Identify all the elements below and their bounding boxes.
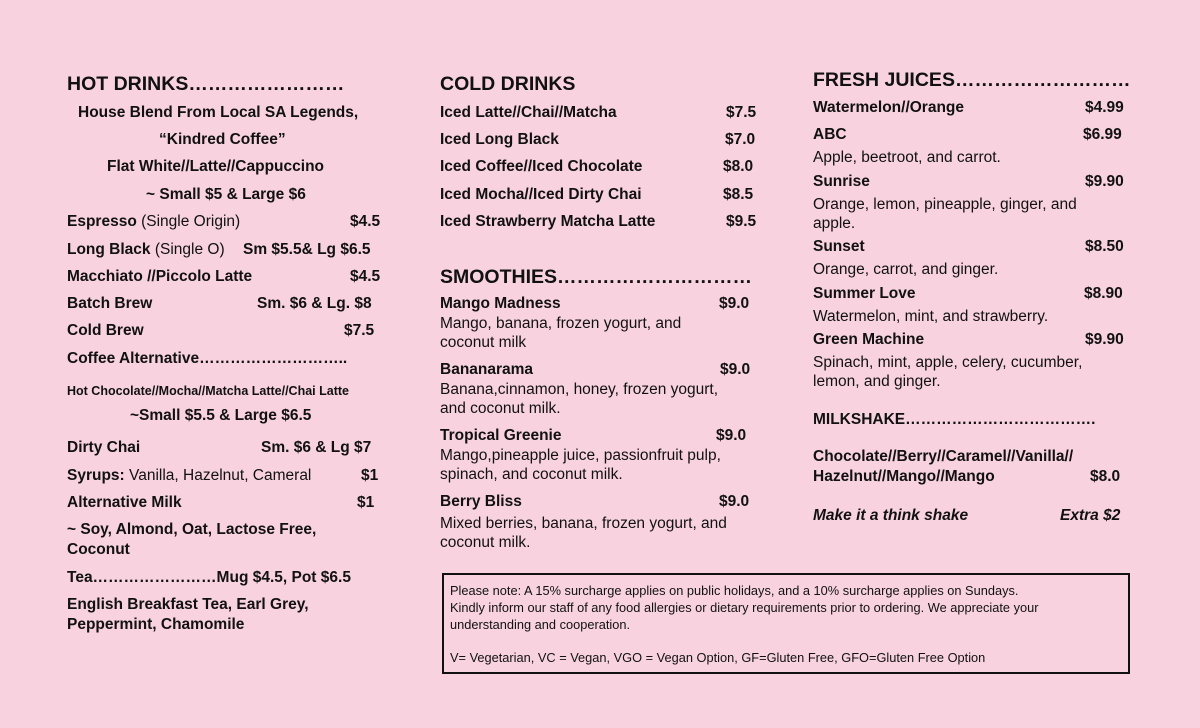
menu-item-price: $8.5	[723, 186, 754, 203]
menu-item-name: Bananarama	[440, 361, 534, 378]
menu-item-description: Mango, banana, frozen yogurt, and	[440, 315, 682, 332]
milkshake-flavours-line2: Hazelnut//Mango//Mango	[813, 468, 995, 485]
menu-item-name: Sunset	[813, 238, 865, 255]
menu-item-description: lemon, and ginger.	[813, 373, 941, 390]
house-blend-line2: “Kindred Coffee”	[159, 131, 286, 148]
notice-thanks-line: understanding and cooperation.	[450, 617, 631, 632]
menu-item-description: and coconut milk.	[440, 400, 561, 417]
milk-options-line2: Coconut	[67, 541, 130, 558]
menu-item-description: Apple, beetroot, and carrot.	[813, 149, 1001, 166]
milk-options-line1: ~ Soy, Almond, Oat, Lactose Free,	[67, 521, 317, 538]
menu-item-price: $9.0	[720, 361, 751, 378]
menu-item-name: Summer Love	[813, 285, 916, 302]
menu-item-description: Watermelon, mint, and strawberry.	[813, 308, 1049, 325]
menu-item-name: Tropical Greenie	[440, 427, 562, 444]
menu-item-price: $4.5	[350, 268, 381, 285]
thick-shake-label: Make it a think shake	[813, 507, 969, 524]
menu-item-price: $8.50	[1085, 238, 1124, 255]
dirty-chai-name: Dirty Chai	[67, 439, 141, 456]
menu-item-description: coconut milk	[440, 334, 527, 351]
menu-item-name: Iced Strawberry Matcha Latte	[440, 213, 656, 230]
menu-item-price: $7.5	[726, 104, 757, 121]
cold-drinks-heading: COLD DRINKS	[440, 73, 576, 95]
menu-item-name: Macchiato //Piccolo Latte	[67, 268, 253, 285]
menu-item-price: $8.90	[1084, 285, 1123, 302]
fresh-juices-heading: FRESH JUICES………………………	[813, 69, 1131, 91]
alt-milk-price: $1	[357, 494, 375, 511]
coffee-alternative-heading: Coffee Alternative………………………..	[67, 350, 348, 367]
menu-item-description: Banana,cinnamon, honey, frozen yogurt,	[440, 381, 719, 398]
house-blend-line1: House Blend From Local SA Legends,	[78, 104, 359, 121]
milkshake-flavours-line1: Chocolate//Berry//Caramel//Vanilla//	[813, 448, 1074, 465]
menu-item-name: Espresso (Single Origin)	[67, 213, 241, 230]
dirty-chai-price: Sm. $6 & Lg $7	[261, 439, 372, 456]
menu-item-name: Green Machine	[813, 331, 925, 348]
notice-surcharge-line: Please note: A 15% surcharge applies on public holidays, and a 10% surcharge applies on Sundays.	[450, 583, 1019, 598]
menu-item-description: Mixed berries, banana, frozen yogurt, and	[440, 515, 727, 532]
thick-shake-price: Extra $2	[1060, 507, 1121, 524]
menu-item-description: Orange, carrot, and ginger.	[813, 261, 999, 278]
alt-milk-name: Alternative Milk	[67, 494, 182, 511]
menu-item-price: $4.5	[350, 213, 381, 230]
notice-allergy-line: Kindly inform our staff of any food allergies or dietary requirements prior to ordering. We appreciate your	[450, 600, 1039, 615]
menu-item-description: Mango,pineapple juice, passionfruit pulp,	[440, 447, 721, 464]
menu-item-name: Batch Brew	[67, 295, 153, 312]
menu-item-price: $9.5	[726, 213, 757, 230]
menu-item-name: Cold Brew	[67, 322, 144, 339]
milkshake-heading: MILKSHAKE……………………………….	[813, 411, 1096, 428]
menu-item-description: Spinach, mint, apple, celery, cucumber,	[813, 354, 1083, 371]
coffee-types: Flat White//Latte//Cappuccino	[107, 158, 325, 175]
menu-item-price: $4.99	[1085, 99, 1124, 116]
menu-item-price: $9.90	[1085, 331, 1124, 348]
smoothies-heading: SMOOTHIES…………………………	[440, 266, 753, 288]
menu-item-name: Watermelon//Orange	[813, 99, 965, 116]
coffee-alternative-sizes: ~Small $5.5 & Large $6.5	[130, 407, 312, 424]
menu-item-name: Berry Bliss	[440, 493, 522, 510]
menu-item-name: Iced Long Black	[440, 131, 559, 148]
menu-item-price: $6.99	[1083, 126, 1122, 143]
tea-varieties-line2: Peppermint, Chamomile	[67, 616, 245, 633]
menu-item-price: $9.0	[716, 427, 747, 444]
milkshake-price: $8.0	[1090, 468, 1121, 485]
menu-item-name: Iced Coffee//Iced Chocolate	[440, 158, 643, 175]
menu-item-price: $7.5	[344, 322, 375, 339]
menu-item-name: ABC	[813, 126, 847, 143]
menu-item-description: Orange, lemon, pineapple, ginger, and	[813, 196, 1077, 213]
tea-line: Tea……………………Mug $4.5, Pot $6.5	[67, 569, 351, 586]
menu-item-price: $9.0	[719, 493, 750, 510]
dietary-legend: V= Vegetarian, VC = Vegan, VGO = Vegan Option, GF=Gluten Free, GFO=Gluten Free Option	[450, 650, 986, 665]
menu-item-name: Mango Madness	[440, 295, 561, 312]
menu-item-name: Sunrise	[813, 173, 870, 190]
hot-drinks-heading: HOT DRINKS……………………	[67, 73, 345, 95]
menu-item-description: apple.	[813, 215, 856, 232]
syrups-name: Syrups: Vanilla, Hazelnut, Cameral	[67, 467, 312, 484]
coffee-sizes: ~ Small $5 & Large $6	[146, 186, 306, 203]
menu-item-price: Sm $5.5& Lg $6.5	[243, 241, 371, 258]
menu-item-name: Iced Mocha//Iced Dirty Chai	[440, 186, 642, 203]
menu-item-name: Long Black (Single O)	[67, 241, 225, 258]
menu-item-name: Iced Latte//Chai//Matcha	[440, 104, 617, 121]
syrups-price: $1	[361, 467, 379, 484]
menu-item-price: Sm. $6 & Lg. $8	[257, 295, 372, 312]
menu-item-price: $7.0	[725, 131, 756, 148]
menu-item-description: spinach, and coconut milk.	[440, 466, 623, 483]
menu-item-price: $9.0	[719, 295, 750, 312]
menu-item-price: $8.0	[723, 158, 754, 175]
menu-item-price: $9.90	[1085, 173, 1124, 190]
tea-varieties-line1: English Breakfast Tea, Earl Grey,	[67, 596, 309, 613]
notice-box	[442, 573, 1130, 674]
coffee-alternative-list: Hot Chocolate//Mocha//Matcha Latte//Chai Latte	[67, 384, 349, 398]
menu-item-description: coconut milk.	[440, 534, 531, 551]
